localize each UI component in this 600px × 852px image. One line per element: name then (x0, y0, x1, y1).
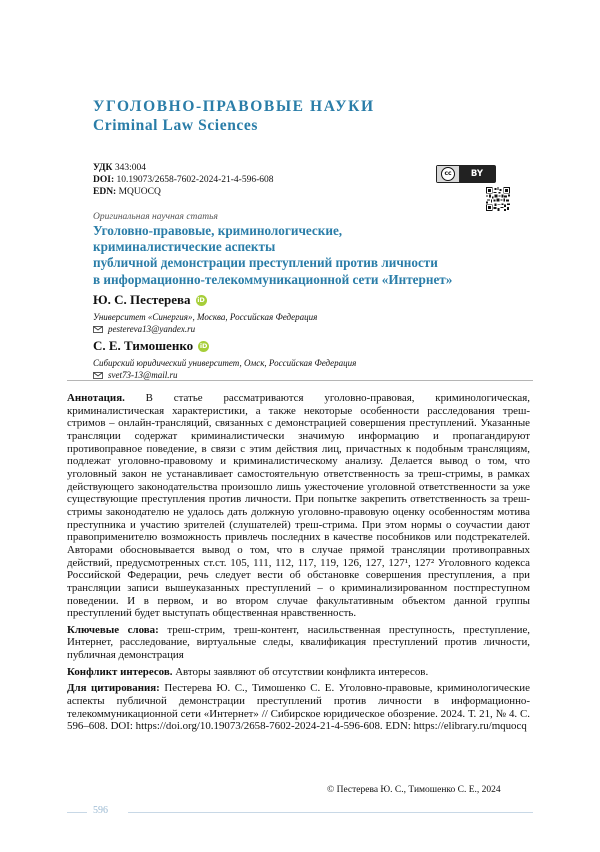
by-label: BY (459, 166, 495, 182)
doi-line (93, 174, 274, 186)
author-name: С. Е. Тимошенко (93, 338, 194, 353)
author-email-link[interactable]: pestereva13@yandex.ru (108, 323, 196, 334)
title-line: криминалистические аспекты (93, 239, 276, 255)
abstract (67, 392, 530, 620)
author-email-link[interactable]: svet73-13@mail.ru (108, 369, 178, 380)
keywords-text: треш-стрим, треш-контент, насильственная преступность, преступление, Интернет, расследование, виртуальные следы, квалификация преступлений против личности, публичная демонстрация (67, 623, 530, 662)
conflict-of-interest (67, 666, 530, 679)
orcid-icon[interactable]: iD (197, 295, 205, 304)
keywords (67, 624, 530, 662)
author-affiliation: Университет «Синергия», Москва, Российская Федерация (93, 312, 318, 322)
author-block (93, 292, 317, 335)
article-type: Оригинальная научная статья (93, 212, 218, 222)
orcid-icon[interactable]: iD (199, 341, 208, 350)
divider (67, 380, 533, 381)
doi-value[interactable]: 10.19073/2658-7602-2024-21-4-596-608 (116, 175, 274, 185)
edn-line (93, 186, 274, 198)
author-affiliation: Сибирский юридический университет, Омск, Российская Федерация (93, 358, 357, 368)
abstract-label: Аннотация. (67, 392, 125, 404)
copyright-notice: © Пестерева Ю. С., Тимошенко С. Е., 2024 (327, 785, 501, 795)
article-metadata (93, 162, 274, 198)
journal-section-en: Criminal Law Sciences (93, 117, 259, 134)
edn-label: EDN: (93, 187, 117, 197)
envelope-icon (93, 326, 103, 333)
keywords-label: Ключевые слова: (67, 623, 159, 636)
edn-value: MQUOCQ (118, 187, 161, 197)
citation-text: Пестерева Ю. С., Тимошенко С. Е. Уголовно-правовые, криминологические аспекты публичной демонстрации преступлений против личности в информационно-телекоммуникационной сети «Интернет» // Сибирское юридическое обозрение. 2024. Т. 21, № 4. С. 596–608. DOI: https://doi.org/10.19073/2658-7602-2024-21-4-596-608. EDN: https://elibrary.ru/mquocq (67, 682, 530, 733)
udk-label: УДК (93, 163, 113, 173)
cc-by-license-badge[interactable] (436, 165, 496, 183)
envelope-icon (93, 372, 103, 379)
author-block (93, 338, 356, 381)
doi-label: DOI: (93, 175, 115, 185)
cc-icon: cc (441, 167, 455, 181)
conflict-label: Конфликт интересов. (67, 665, 173, 678)
author-name: Ю. С. Пестерева (93, 292, 191, 307)
footer-rule-left (67, 812, 87, 813)
title-line: публичной демонстрации преступлений против личности (93, 255, 438, 271)
journal-section-ru: УГОЛОВНО-ПРАВОВЫЕ НАУКИ (93, 98, 375, 115)
title-line: в информационно-телекоммуникационной сети «Интернет» (93, 271, 453, 287)
conflict-text: Авторы заявляют об отсутствии конфликта интересов. (175, 665, 429, 678)
page-number: 596 (93, 805, 108, 816)
udk-line (93, 162, 274, 174)
citation-label: Для цитирования: (67, 682, 160, 695)
title-line: Уголовно-правовые, криминологические, (93, 223, 343, 238)
article-abstract-block (67, 392, 530, 737)
qr-code-icon[interactable] (486, 187, 510, 211)
article-title (93, 223, 513, 288)
citation (67, 682, 530, 733)
udk-value: 343:004 (114, 163, 146, 173)
footer-rule (128, 812, 533, 813)
abstract-text: В статье рассматриваются уголовно-правовая, криминологическая, криминалистическая характеристики, а также некоторые особенности расследования треш-стримов – онлайн-трансляций, связанных с демонстрацией совершения преступлений. Указанные трансляции содержат криминалистически значимую информацию и пропагандируют противоправное поведение, в связи с этим действия лиц, причастных к подобным трансляциям, подлежат уголовно-правовому и криминалистическому анализу. Делается вывод о том, что уголовный закон не устанавливает самостоятельную ответственность за треш-стримы, в рамках действующего законодательства произошло лишь ужесточение уголовной ответственности за уже существующие преступления против личности. При попытке закрепить ответственность за треш-стримы законодателю не удалось дать должную уголовно-правовую оценку особенностям мотива преступника и участию зрителей (слушателей) треш-стрима. При этом нормы о соучастии дают правоприменителю возможность привлечь последних в качестве пособников или подстрекателей. Авторами обосновывается вывод о том, что в случае прямой трансляции противоправных действий, предусмотренных ст.ст. 105, 111, 112, 117, 119, 126, 127, 127¹, 127² Уголовного кодекса Российской Федерации, речь следует вести об обстановке совершения преступления, а при трансляции записи вышеуказанных преступлений – о криминализированном постпреступном поведении. И в первом, и во втором случае факультативным объектом данной группы преступлений будет выступать общественная нравственность. (67, 392, 530, 620)
